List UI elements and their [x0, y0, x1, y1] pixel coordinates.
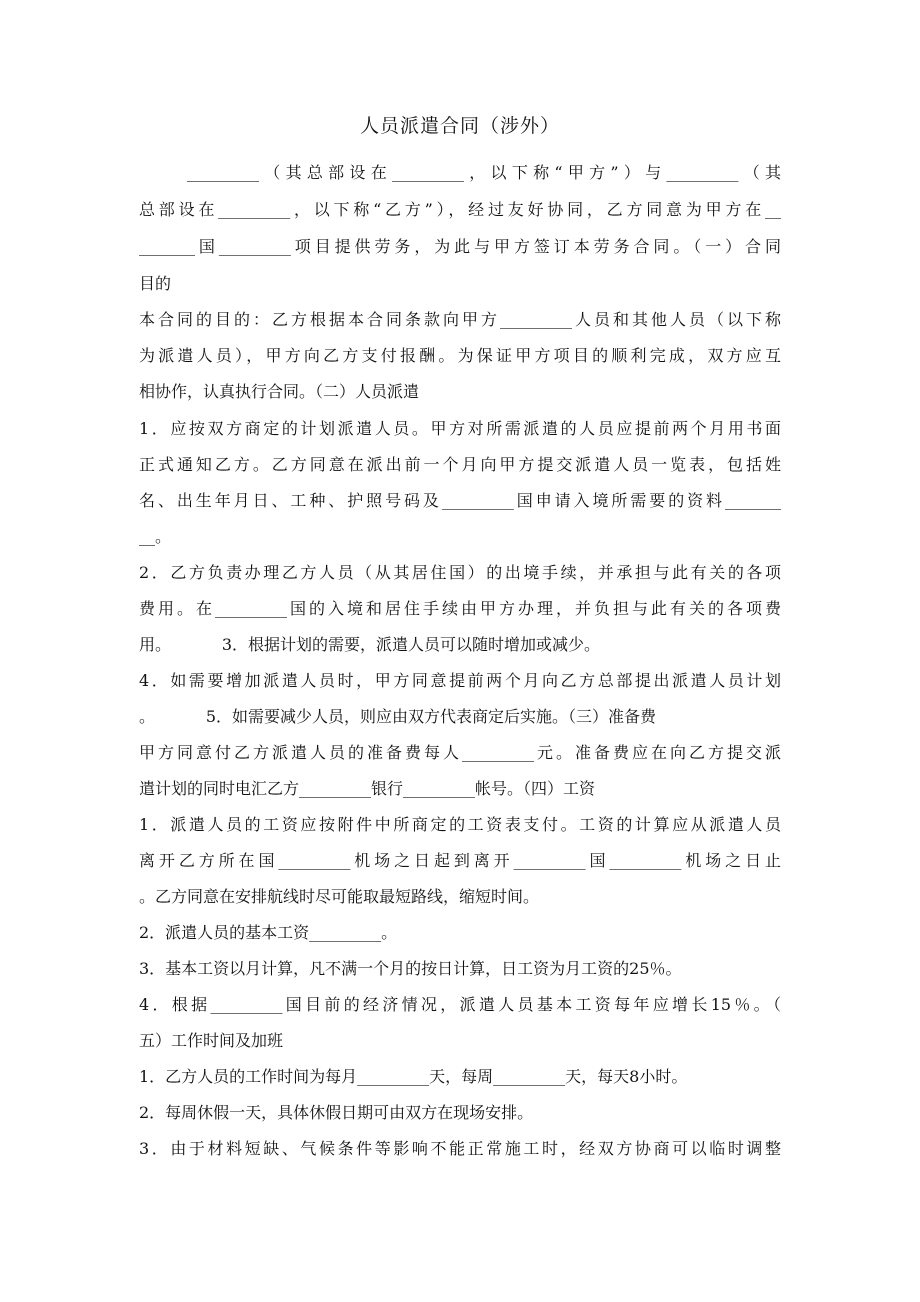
text-line: 五）工作时间及加班 — [139, 1031, 284, 1050]
text-line: 遣计划的同时电汇乙方_________银行_________帐号。（四）工资 — [139, 779, 596, 798]
text-line: 1．乙方人员的工作时间为每月_________天，每周_________天，每天8小时。 — [139, 1067, 688, 1086]
text-line: 相协作，认真执行合同。（二）人员派遣 — [139, 382, 420, 401]
text-line: 总部设在_________，以下称“乙方”），经过友好协同，乙方同意为甲方在__ — [139, 200, 781, 219]
text-line: 本合同的目的：乙方根据本合同条款向甲方_________人员和其他人员（以下称 — [139, 310, 781, 329]
text-line: 正式通知乙方。乙方同意在派出前一个月向甲方提交派遣人员一览表，包括姓 — [139, 455, 781, 474]
text-line: 用。 3．根据计划的需要，派遣人员可以随时增加或减少。 — [139, 635, 601, 654]
text-line: 2．每周休假一天，具体休假日期可由双方在现场安排。 — [139, 1103, 534, 1122]
text-line: 。乙方同意在安排航线时尽可能取最短路线，缩短时间。 — [139, 887, 540, 906]
text-line: 1．应按双方商定的计划派遣人员。甲方对所需派遣的人员应提前两个月用书面 — [139, 419, 781, 438]
text-line: 4．根据_________国目前的经济情况，派遣人员基本工资每年应增长15％。（ — [139, 995, 781, 1014]
text-line: __。 — [139, 527, 172, 546]
text-line: 目的 — [139, 274, 172, 293]
document-title: 人员派遣合同（涉外） — [359, 115, 560, 137]
text-line: 为派遣人员），甲方向乙方支付报酬。为保证甲方项目的顺利完成，双方应互 — [139, 346, 781, 365]
text-line: _______国_________项目提供劳务，为此与甲方签订本劳务合同。（一）合同 — [139, 237, 781, 256]
text-line: 3．由于材料短缺、气候条件等影响不能正常施工时，经双方协商可以临时调整 — [139, 1139, 781, 1158]
text-line: 4．如需要增加派遣人员时，甲方同意提前两个月向乙方总部提出派遣人员计划 — [139, 671, 781, 690]
text-line: 2．乙方负责办理乙方人员（从其居住国）的出境手续，并承担与此有关的各项 — [139, 563, 781, 582]
text-line: 甲方同意付乙方派遣人员的准备费每人_________元。准备费应在向乙方提交派 — [139, 743, 781, 762]
text-line: 名、出生年月日、工种、护照号码及_________国申请入境所需要的资料_______ — [139, 491, 781, 510]
text-line: 3．基本工资以月计算，凡不满一个月的按日计算，日工资为月工资的25％。 — [139, 959, 682, 978]
text-line: _________（其总部设在_________，以下称“甲方”）与_________（其 — [187, 163, 781, 182]
text-line: 。 5．如需要减少人员，则应由双方代表商定后实施。（三）准备费 — [139, 707, 657, 726]
text-line: 费用。在_________国的入境和居住手续由甲方办理，并负担与此有关的各项费 — [139, 599, 781, 618]
text-line: 离开乙方所在国_________机场之日起到离开_________国_________机场之日止 — [139, 851, 781, 870]
text-line: 2．派遣人员的基本工资_________。 — [139, 923, 398, 942]
text-line: 1．派遣人员的工资应按附件中所商定的工资表支付。工资的计算应从派遣人员 — [139, 815, 781, 834]
